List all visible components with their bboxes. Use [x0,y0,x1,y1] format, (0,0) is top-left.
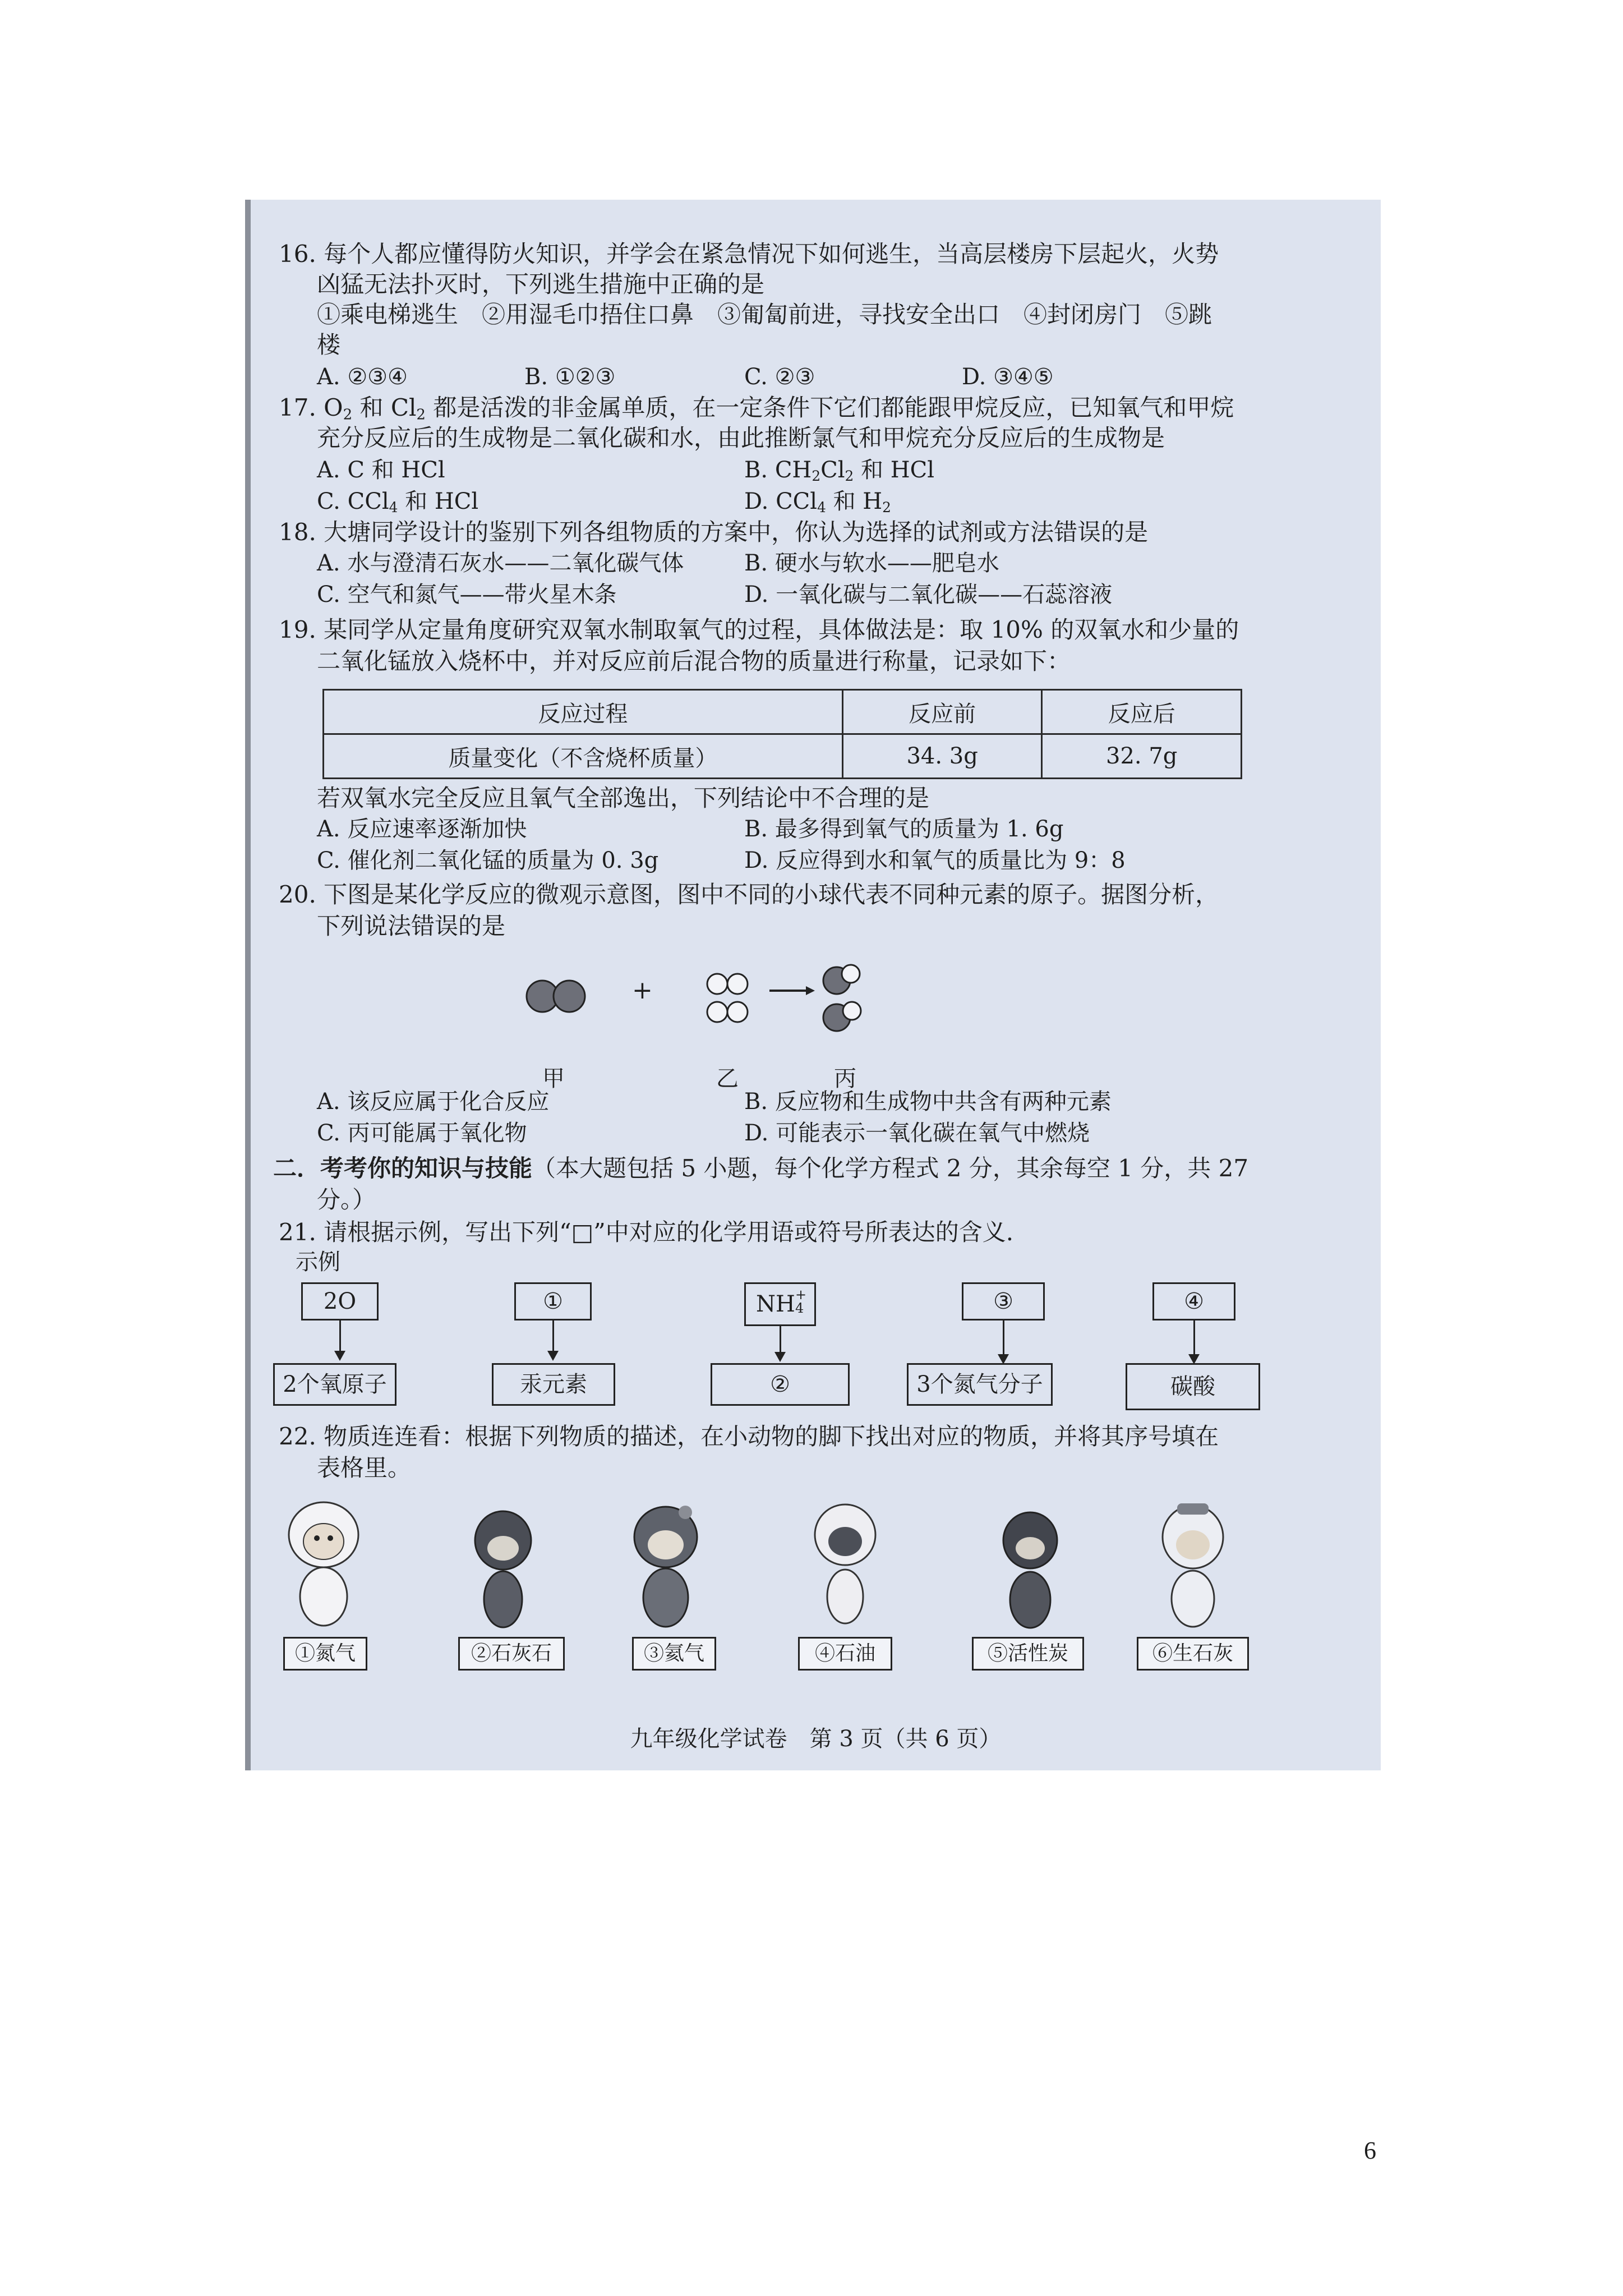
goat-icon [634,1506,697,1627]
arrow-down-icon [552,1320,554,1352]
q21-box-top-5: ④ [1152,1282,1235,1320]
label-jia: 甲 [542,1066,565,1092]
q16-option-a: A. ②③④ [317,364,408,390]
arrow-down-icon [774,1352,786,1362]
q21-example-label: 示例 [296,1249,340,1275]
q18-line1: 18. 大塘同学设计的鉴别下列各组物质的方案中，你认为选择的试剂或方法错误的是 [279,518,1149,546]
q19-option-d: D. 反应得到水和氧气的质量比为 9：8 [744,848,1126,873]
arrow-down-icon [1193,1320,1195,1355]
q22-label-1: ①氮气 [283,1637,367,1671]
sheep-child-icon [815,1504,875,1623]
q18-option-a: A. 水与澄清石灰水——二氧化碳气体 [317,550,684,576]
q17-option-c: C. CCl$_4$ 和 HCl [317,489,479,516]
q20-option-c: C. 丙可能属于氧化物 [317,1120,527,1146]
q20-line1: 20. 下图是某化学反应的微观示意图，图中不同的小球代表不同种元素的原子。据图分析， [279,881,1219,908]
grey-wolf-icon [1003,1512,1057,1628]
q16-option-b: B. ①②③ [524,364,616,390]
q22-label-4: ④石油 [798,1637,892,1671]
q19-option-c: C. 催化剂二氧化锰的质量为 0. 3g [317,848,659,873]
page-number: 6 [1364,2137,1376,2164]
table-header-after: 反应后 [1042,690,1242,734]
scanned-exam-page [245,200,1381,1770]
q21-box-bottom-3: ② [711,1363,850,1406]
table-header-process: 反应过程 [324,690,843,734]
q16-line1: 16. 每个人都应懂得防火知识，并学会在紧急情况下如何逃生，当高层楼房下层起火，火势 [279,240,1219,268]
molecule-a [527,981,585,1012]
arrow-down-icon [334,1351,345,1361]
q22-line2: 表格里。 [317,1454,412,1481]
q16-option-c: C. ②③ [744,364,815,390]
q19-data-table [322,689,1242,779]
q21-box-bottom-4: 3个氮气分子 [907,1363,1053,1406]
q17-line2: 充分反应后的生成物是二氧化碳和水，由此推断氯气和甲烷充分反应后的生成物是 [317,424,1165,452]
q21-box-top-2: ① [514,1282,592,1320]
q16-line2: 凶猛无法扑灭时，下列逃生措施中正确的是 [317,270,765,298]
table-row-label: 质量变化（不含烧杯质量） [324,734,843,779]
arrow-down-icon [547,1351,559,1361]
q19-line3: 若双氧水完全反应且氧气全部逸出，下列结论中不合理的是 [317,784,930,812]
table-header-before: 反应前 [842,690,1042,734]
q21-box-bottom-5: 碳酸 [1126,1363,1260,1410]
q18-option-b: B. 硬水与软水——肥皂水 [744,550,999,576]
q16-option-d: D. ③④⑤ [962,364,1054,390]
lazy-sheep-icon [1163,1503,1223,1627]
molecule-c [823,965,861,1031]
q19-line1: 19. 某同学从定量角度研究双氧水制取氧气的过程，具体做法是：取 10% 的双氧水和少量的 [279,616,1239,643]
arrow-head-icon [806,986,815,995]
arrow-down-icon [339,1320,341,1352]
q17-option-a: A. C 和 HCl [317,457,445,483]
q20-option-b: B. 反应物和生成物中共含有两种元素 [744,1089,1112,1115]
page-footer: 九年级化学试卷 第 3 页（共 6 页） [630,1726,1002,1752]
q21-box-top-4: ③ [962,1282,1045,1320]
wolf-icon [475,1511,531,1627]
q16-line3: ①乘电梯逃生 ②用湿毛巾捂住口鼻 ③匍匐前进，寻找安全出口 ④封闭房门 ⑤跳 [317,301,1212,328]
section2-header: 二．考考你的知识与技能（本大题包括 5 小题，每个化学方程式 2 分，其余每空 1 分，共 27 [273,1154,1249,1182]
q20-line2: 下列说法错误的是 [317,912,506,940]
q17-line1: 17. $O_2$ 和 $Cl_2$ 都是活泼的非金属单质，在一定条件下它们都能跟甲烷反应，已知氧气和甲烷 [279,394,1234,424]
q22-label-2: ②石灰石 [458,1637,565,1671]
plus-sign: + [632,976,653,1005]
q22-label-3: ③氦气 [632,1637,716,1671]
q22-line1: 22. 物质连连看：根据下列物质的描述，在小动物的脚下找出对应的物质，并将其序号填在 [279,1423,1219,1450]
label-yi: 乙 [716,1066,739,1092]
table-cell-after: 32. 7g [1042,734,1242,779]
q22-label-6: ⑥生石灰 [1137,1637,1249,1671]
q19-option-b: B. 最多得到氧气的质量为 1. 6g [744,816,1064,842]
q22-label-5: ⑤活性炭 [972,1637,1084,1671]
q17-option-d: D. CCl$_4$ 和 $H_2$ [744,489,891,516]
q18-option-d: D. 一氧化碳与二氧化碳——石蕊溶液 [744,582,1113,608]
sheep-icon [289,1502,358,1626]
arrow-down-icon [1003,1320,1004,1355]
cartoon-animals [273,1490,1249,1636]
label-bing: 丙 [834,1066,856,1092]
q21-box-bottom-2: 汞元素 [492,1363,615,1406]
q16-line4: 楼 [317,331,341,358]
table-cell-before: 34. 3g [842,734,1042,779]
molecule-b [707,974,748,1022]
q19-line2: 二氧化锰放入烧杯中，并对反应前后混合物的质量进行称量，记录如下： [317,647,1071,675]
section2-note-cont: 分。） [317,1186,376,1213]
q21-line1: 21. 请根据示例，写出下列“□”中对应的化学用语或符号所表达的含义. [279,1218,1014,1246]
arrow-down-icon [780,1326,781,1353]
q20-option-a: A. 该反应属于化合反应 [317,1089,550,1115]
q21-box-top-1: 2O [301,1282,379,1320]
q19-option-a: A. 反应速率逐渐加快 [317,816,527,842]
q21-box-bottom-1: 2个氧原子 [273,1363,396,1406]
q21-box-top-3: NH + 4 [744,1282,816,1326]
q18-option-c: C. 空气和氮气——带火星木条 [317,582,617,608]
q20-option-d: D. 可能表示一氧化碳在氧气中燃烧 [744,1120,1090,1146]
q17-option-b: B. $CH_2Cl_2$ 和 HCl [744,457,934,485]
